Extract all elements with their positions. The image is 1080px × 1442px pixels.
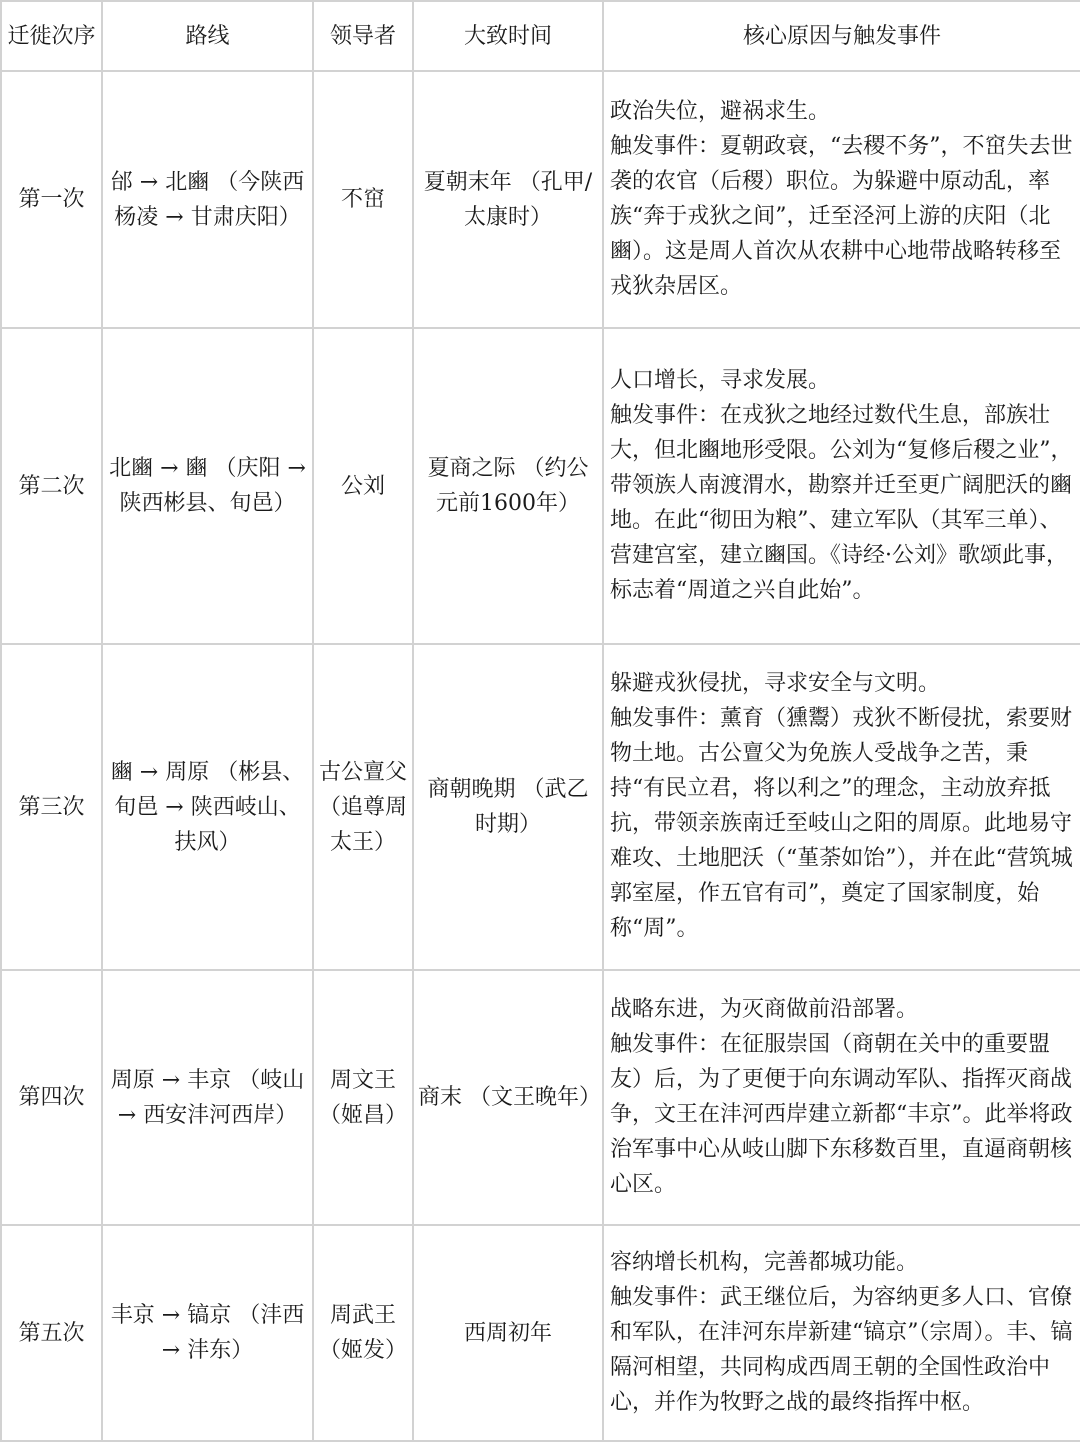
cell-reason	[603, 644, 1080, 970]
reason-trigger-event: 触发事件：武王继位后，为容纳更多人口、官僚和军队，在沣河东岸新建“镐京”（宗周）。丰、镐隔河相望，共同构成西周王朝的全国性政治中心，并作为牧野之战的最终指挥中枢。	[610, 1284, 1073, 1415]
cell-order: 第二次	[1, 328, 102, 644]
header-route: 路线	[102, 1, 313, 71]
cell-leader: 不窋	[313, 71, 413, 328]
reason-trigger-event: 触发事件：夏朝政衰，“去稷不务”，不窋失去世袭的农官（后稷）职位。为躲避中原动乱，率族“奔于戎狄之间”，迁至泾河上游的庆阳（北豳）。这是周人首次从农耕中心地带战略转移至戎狄杂居区。	[610, 133, 1073, 299]
header-leader: 领导者	[313, 1, 413, 71]
reason-trigger-event: 触发事件：在征服崇国（商朝在关中的重要盟友）后，为了更便于向东调动军队、指挥灭商战争，文王在沣河西岸建立新都“丰京”。此举将政治军事中心从岐山脚下东移数百里，直逼商朝核心区。	[610, 1031, 1073, 1197]
reason-summary: 容纳增长机构，完善都城功能。	[610, 1249, 919, 1275]
cell-leader: 周文王 （姬昌）	[313, 970, 413, 1225]
cell-reason	[603, 1225, 1080, 1441]
cell-leader: 古公亶父 （追尊周太王）	[313, 644, 413, 970]
cell-order: 第四次	[1, 970, 102, 1225]
table-row	[1, 71, 1080, 328]
header-time: 大致时间	[413, 1, 603, 71]
table-row	[1, 328, 1080, 644]
cell-route: 豳 → 周原 （彬县、旬邑 → 陕西岐山、扶风）	[102, 644, 313, 970]
reason-trigger-event: 触发事件：薰育（獯鬻）戎狄不断侵扰，索要财物土地。古公亶父为免族人受战争之苦，秉持“有民立君，将以利之”的理念，主动放弃抵抗，带领亲族南迁至岐山之阳的周原。此地易守难攻、土地肥沃（“堇荼如饴”），并在此“营筑城郭室屋，作五官有司”，奠定了国家制度，始称“周”。	[610, 706, 1073, 941]
cell-time: 夏商之际 （约公元前1600年）	[413, 328, 603, 644]
table-row	[1, 644, 1080, 970]
cell-order: 第三次	[1, 644, 102, 970]
header-order: 迁徙次序	[1, 1, 102, 71]
table-row	[1, 1225, 1080, 1441]
table-row	[1, 970, 1080, 1225]
cell-order: 第五次	[1, 1225, 102, 1441]
cell-leader: 周武王 （姬发）	[313, 1225, 413, 1441]
cell-route: 邰 → 北豳 （今陕西杨凌 → 甘肃庆阳）	[102, 71, 313, 328]
cell-time: 西周初年	[413, 1225, 603, 1441]
header-reason: 核心原因与触发事件	[603, 1, 1080, 71]
reason-summary: 人口增长，寻求发展。	[610, 367, 831, 393]
cell-reason	[603, 328, 1080, 644]
cell-time: 商末 （文王晚年）	[413, 970, 603, 1225]
cell-time: 夏朝末年 （孔甲/太康时）	[413, 71, 603, 328]
cell-leader: 公刘	[313, 328, 413, 644]
cell-time: 商朝晚期 （武乙时期）	[413, 644, 603, 970]
cell-reason	[603, 71, 1080, 328]
reason-trigger-event: 触发事件：在戎狄之地经过数代生息，部族壮大，但北豳地形受限。公刘为“复修后稷之业”，带领族人南渡渭水，勘察并迁至更广阔肥沃的豳地。在此“彻田为粮”、建立军队（其军三单）、营建宫室，建立豳国。《诗经·公刘》歌颂此事，标志着“周道之兴自此始”。	[610, 402, 1073, 603]
table-header-row	[1, 1, 1080, 71]
reason-summary: 战略东进，为灭商做前沿部署。	[610, 996, 919, 1022]
reason-summary: 躲避戎狄侵扰，寻求安全与文明。	[610, 671, 941, 696]
cell-route: 丰京 → 镐京 （沣西 → 沣东）	[102, 1225, 313, 1441]
cell-route: 北豳 → 豳 （庆阳 → 陕西彬县、旬邑）	[102, 328, 313, 644]
reason-summary: 政治失位，避祸求生。	[610, 98, 831, 124]
cell-reason	[603, 970, 1080, 1225]
cell-route: 周原 → 丰京 （岐山 → 西安沣河西岸）	[102, 970, 313, 1225]
cell-order: 第一次	[1, 71, 102, 328]
